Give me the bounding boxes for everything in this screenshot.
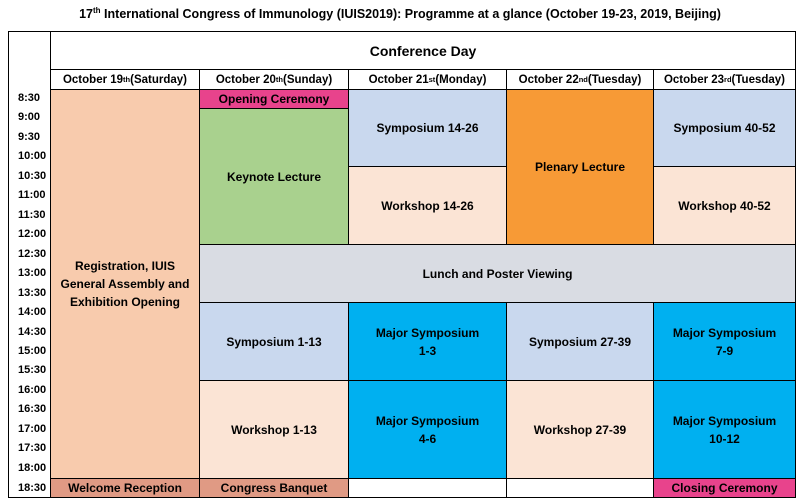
time-label: 12:30 [18, 248, 47, 260]
time-label: 13:00 [18, 267, 47, 279]
time-label: 11:30 [18, 209, 46, 221]
time-label: 10:00 [18, 150, 47, 162]
session-symposium-14-26: Symposium 14-26 [348, 89, 507, 167]
time-label: 9:00 [18, 111, 41, 123]
time-label: 14:00 [18, 306, 47, 318]
session-major-symposium-10-12: Major Symposium 10-12 [653, 380, 796, 479]
time-label: 16:00 [18, 384, 47, 396]
day-header-oct-20: October 20 th (Sunday) [199, 69, 349, 90]
time-label: 15:00 [18, 345, 47, 357]
session-workshop-27-39: Workshop 27-39 [506, 380, 654, 479]
session-registration: Registration, IUIS General Assembly and Exhibition Opening [50, 89, 200, 479]
session-congress-banquet: Congress Banquet [199, 478, 349, 498]
session-workshop-40-52: Workshop 40-52 [653, 166, 796, 245]
time-label: 18:30 [18, 482, 47, 494]
time-label: 14:30 [18, 326, 47, 338]
session-workshop-14-26: Workshop 14-26 [348, 166, 507, 245]
session-major-symposium-4-6: Major Symposium 4-6 [348, 380, 507, 479]
time-label: 17:30 [18, 442, 47, 454]
time-label: 15:30 [18, 364, 47, 376]
empty-cell-oct22-1830 [506, 478, 654, 498]
session-symposium-40-52: Symposium 40-52 [653, 89, 796, 167]
session-symposium-1-13: Symposium 1-13 [199, 302, 349, 381]
day-header-oct-19: October 19 th (Saturday) [50, 69, 200, 90]
time-label: 18:00 [18, 462, 47, 474]
time-label: 9:30 [18, 131, 41, 143]
session-keynote-lecture: Keynote Lecture [199, 108, 349, 245]
session-major-symposium-7-9: Major Symposium 7-9 [653, 302, 796, 381]
time-label: 8:30 [18, 92, 41, 104]
session-lunch-poster: Lunch and Poster Viewing [199, 244, 796, 303]
time-label: 10:30 [18, 170, 47, 182]
time-label: 17:00 [18, 423, 47, 435]
session-major-symposium-1-3: Major Symposium 1-3 [348, 302, 507, 381]
page-title: 17th International Congress of Immunology (IUIS2019): Programme at a glance (October 19-23, 2019, Beijing) [79, 6, 721, 22]
session-plenary-lecture: Plenary Lecture [506, 89, 654, 245]
time-label: 16:30 [18, 403, 47, 415]
day-header-oct-22: October 22 nd (Tuesday) [506, 69, 654, 90]
empty-cell-oct21-1830 [348, 478, 507, 498]
time-label: 12:00 [18, 228, 47, 240]
session-symposium-27-39: Symposium 27-39 [506, 302, 654, 381]
time-label: 13:30 [18, 287, 47, 299]
session-welcome-reception: Welcome Reception [50, 478, 200, 498]
day-header-oct-21: October 21 st (Monday) [348, 69, 507, 90]
day-header-oct-23: October 23 rd (Tuesday) [653, 69, 796, 90]
time-label: 11:00 [18, 189, 46, 201]
session-closing-ceremony: Closing Ceremony [653, 478, 796, 498]
conference-day-header: Conference Day [50, 31, 796, 70]
session-workshop-1-13: Workshop 1-13 [199, 380, 349, 479]
session-opening-ceremony: Opening Ceremony [199, 89, 349, 109]
